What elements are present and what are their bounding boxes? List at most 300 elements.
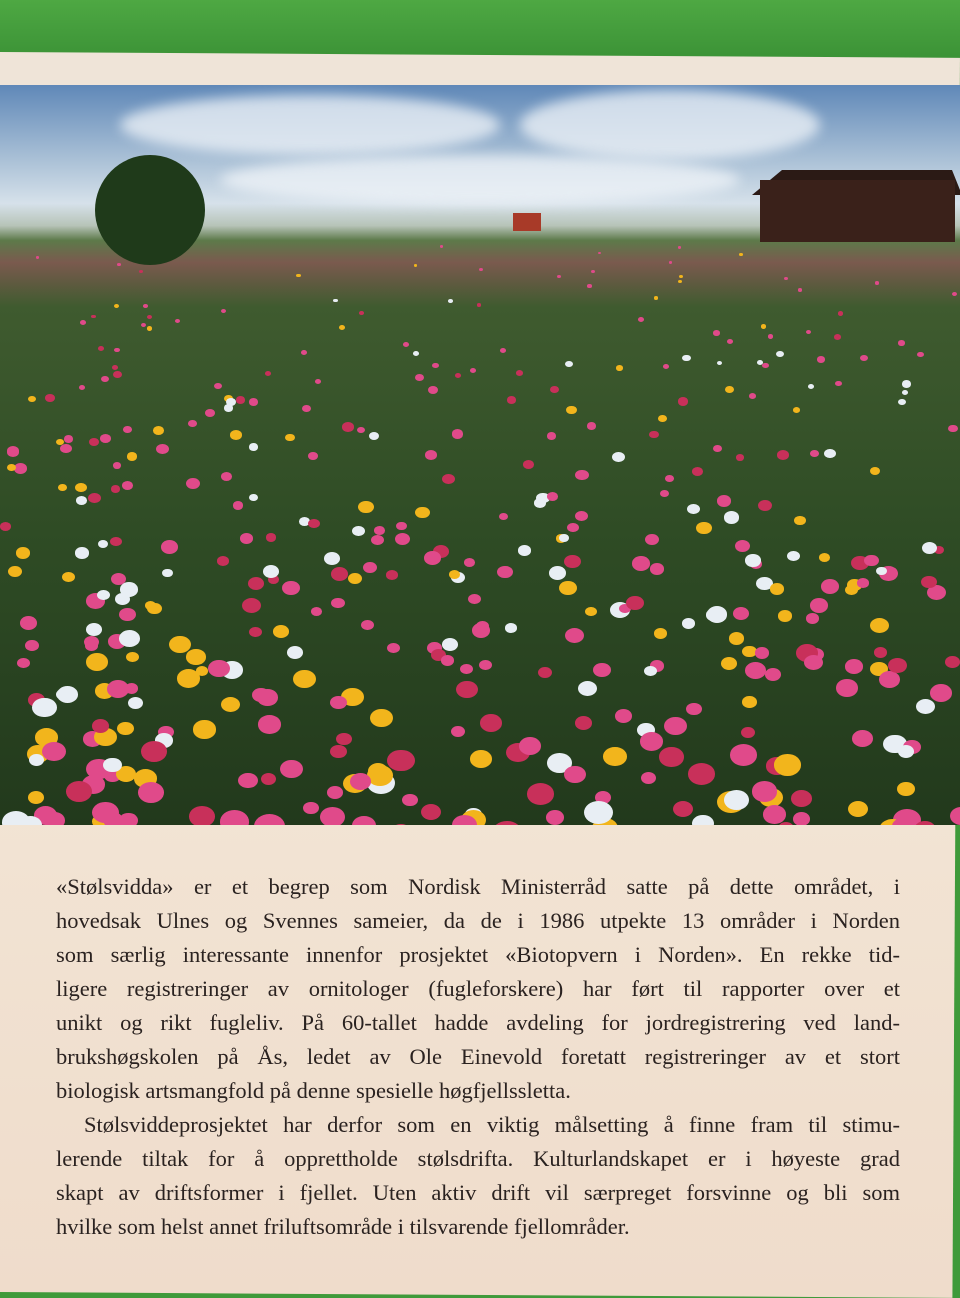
flower: [730, 744, 757, 766]
flower: [126, 652, 139, 663]
flower: [371, 535, 384, 545]
paragraph-2: [56, 1108, 900, 1244]
flower: [848, 801, 868, 817]
flower: [879, 671, 900, 688]
flower: [678, 246, 681, 248]
flower: [557, 275, 561, 278]
flower: [161, 540, 178, 554]
flower: [834, 334, 841, 340]
flower: [565, 361, 573, 367]
flower: [114, 348, 120, 353]
flower: [519, 737, 541, 755]
flower: [768, 334, 774, 338]
flower: [770, 583, 784, 594]
flower: [499, 513, 509, 521]
flower: [80, 320, 86, 325]
flower: [460, 664, 472, 674]
flower: [500, 348, 507, 353]
flower: [308, 519, 320, 528]
flower: [432, 363, 438, 368]
flower: [686, 703, 701, 715]
green-felt-background: [0, 0, 960, 60]
flower: [75, 547, 89, 558]
flower: [479, 660, 492, 671]
flower: [29, 754, 44, 766]
flower: [8, 566, 22, 577]
flower: [749, 393, 756, 399]
flower: [564, 555, 581, 569]
flower: [424, 551, 441, 565]
flower: [141, 323, 146, 327]
flower: [92, 719, 109, 733]
flower: [587, 284, 591, 288]
flower: [547, 492, 558, 501]
flower: [44, 812, 65, 825]
flower: [713, 330, 720, 335]
flower: [876, 567, 887, 576]
flower: [287, 646, 303, 659]
flower: [916, 699, 935, 714]
flower: [186, 478, 200, 489]
flower: [395, 533, 410, 545]
flower: [2, 811, 31, 825]
cloud: [520, 90, 820, 160]
flower: [564, 766, 585, 783]
flower: [817, 356, 825, 362]
flower: [810, 450, 819, 457]
flower: [505, 623, 517, 632]
flower: [128, 697, 143, 709]
flower: [836, 679, 858, 696]
flower: [952, 292, 957, 296]
flower: [162, 569, 172, 577]
flower: [56, 689, 70, 700]
flower: [103, 758, 121, 773]
flower: [230, 430, 242, 440]
flower: [626, 596, 644, 610]
flower: [391, 824, 410, 825]
flower: [778, 610, 792, 621]
flower: [280, 760, 302, 778]
flower: [374, 526, 385, 535]
flower: [874, 647, 888, 658]
flower: [448, 299, 453, 303]
flower: [62, 572, 75, 582]
flower: [492, 821, 522, 825]
text-line: biologisk artsmangfold på denne spesielle høgfjellssletta.: [56, 1078, 571, 1103]
flower: [117, 722, 134, 736]
flower: [189, 806, 215, 825]
text-line: ligere registreringer av ornitologer (fugleforskere) har ført til rapporter over et: [56, 976, 900, 1001]
flower: [793, 407, 800, 413]
flower: [456, 681, 478, 698]
flower: [415, 374, 424, 381]
flower: [0, 522, 11, 531]
flower: [413, 351, 419, 356]
flower: [755, 647, 770, 659]
flower: [640, 732, 663, 751]
flower: [369, 432, 379, 440]
flower: [742, 696, 756, 708]
flower: [58, 484, 67, 491]
flower: [120, 582, 138, 596]
flower: [575, 716, 592, 730]
flower: [824, 449, 836, 458]
flower: [682, 618, 695, 629]
dark-cabin: [760, 180, 955, 242]
flower: [249, 627, 262, 637]
flower: [806, 613, 819, 623]
text-line: «Stølsvidda» er et begrep som Nordisk Ministerråd satte på dette området, i: [56, 874, 900, 899]
flower: [98, 346, 104, 351]
flower: [28, 396, 36, 402]
flower: [66, 781, 93, 802]
flower: [787, 551, 800, 562]
text-line: lerende tiltak for å opprettholde stølsdrifta. Kulturlandskapet er i høyeste grad: [56, 1146, 900, 1171]
flower: [266, 533, 276, 541]
flower: [793, 812, 810, 825]
flower: [16, 547, 30, 558]
flower: [659, 747, 683, 766]
flower: [948, 425, 957, 433]
flower: [139, 270, 143, 273]
flower: [324, 552, 340, 565]
flower: [311, 607, 322, 616]
flower: [649, 431, 659, 439]
flower: [261, 773, 276, 785]
flower: [330, 745, 347, 758]
flower: [736, 454, 744, 460]
flower: [315, 379, 322, 384]
flower: [559, 534, 569, 542]
flower: [717, 361, 723, 366]
flower: [791, 790, 812, 807]
flower: [442, 638, 458, 651]
flower: [248, 577, 264, 590]
flower: [221, 309, 226, 313]
flower: [567, 523, 578, 532]
flower: [733, 607, 749, 620]
flower: [663, 364, 669, 369]
flower: [497, 566, 513, 579]
flower: [724, 790, 749, 810]
flower: [252, 688, 270, 702]
flower: [302, 405, 311, 412]
flower: [402, 794, 417, 806]
flower: [331, 567, 348, 581]
flower: [147, 326, 153, 330]
flower: [361, 620, 374, 630]
flower: [724, 511, 740, 523]
flower: [156, 444, 168, 454]
cloud: [220, 155, 740, 205]
flower: [645, 534, 659, 545]
flower: [265, 371, 271, 376]
flower: [240, 533, 254, 544]
flower: [79, 385, 85, 390]
flower: [870, 618, 889, 633]
flower: [735, 540, 750, 552]
flower: [468, 594, 481, 605]
flower: [593, 663, 611, 677]
flower: [762, 363, 769, 368]
flower: [414, 264, 417, 267]
flower: [806, 330, 811, 334]
flower: [110, 537, 122, 547]
flower: [143, 304, 148, 308]
cloud: [120, 95, 500, 155]
flower: [838, 311, 844, 315]
flower: [864, 555, 879, 567]
flower: [75, 483, 87, 492]
flower: [32, 698, 56, 718]
flower: [575, 470, 589, 481]
flower: [664, 717, 687, 735]
flower: [794, 516, 805, 525]
flower: [777, 450, 789, 460]
flower: [455, 373, 461, 378]
flower: [363, 562, 377, 573]
flower: [86, 653, 108, 671]
flower: [470, 368, 476, 373]
flower: [688, 763, 715, 785]
flower: [76, 496, 87, 505]
wildflower-meadow-photo: [0, 85, 960, 825]
flower: [902, 390, 908, 395]
flower: [111, 485, 121, 493]
flower: [921, 576, 937, 588]
flower: [758, 500, 772, 511]
flower: [523, 460, 534, 469]
flower: [7, 464, 16, 471]
flower: [367, 765, 393, 786]
flower: [860, 355, 868, 361]
flower: [477, 303, 482, 307]
flower: [282, 581, 299, 595]
flower: [85, 640, 98, 650]
flower: [403, 342, 409, 347]
flower: [898, 340, 904, 345]
flower: [119, 630, 140, 647]
flower: [538, 667, 552, 678]
flower: [101, 376, 109, 382]
flower: [692, 815, 713, 825]
flower: [810, 598, 829, 613]
flower: [765, 668, 781, 681]
flower: [638, 317, 644, 322]
flower: [566, 406, 577, 415]
flower: [17, 658, 29, 668]
flower: [945, 656, 960, 668]
flower: [464, 558, 475, 567]
flower: [679, 275, 683, 278]
flower: [852, 730, 873, 747]
flower: [547, 432, 557, 440]
flower: [761, 324, 766, 328]
flower: [320, 807, 345, 825]
flower: [330, 696, 347, 709]
flower: [870, 467, 880, 475]
text-line: som særlig interessante innenfor prosjektet «Biotopvern i Norden». En rekke tid-: [56, 942, 900, 967]
flower: [233, 501, 243, 509]
flower: [660, 490, 669, 497]
flower: [721, 657, 738, 670]
flower: [739, 253, 742, 256]
flower: [451, 726, 465, 737]
flower: [757, 360, 763, 365]
flower: [713, 445, 722, 452]
flower: [89, 438, 99, 446]
flower: [303, 802, 319, 814]
flower: [103, 812, 123, 825]
flower: [898, 399, 906, 405]
flower: [177, 669, 200, 687]
flower: [665, 475, 674, 482]
flower: [745, 662, 766, 679]
flower: [425, 450, 438, 460]
flower: [224, 404, 234, 412]
flower: [875, 281, 879, 284]
flower: [565, 628, 584, 643]
flower: [86, 623, 102, 636]
flower: [559, 581, 576, 595]
flower: [123, 426, 132, 433]
flower: [254, 814, 285, 825]
flower: [107, 680, 129, 698]
flower: [296, 274, 300, 277]
red-barn: [513, 213, 541, 231]
flower: [60, 444, 71, 453]
flower: [339, 325, 346, 330]
flower: [615, 709, 633, 723]
flower: [64, 435, 74, 443]
flower: [147, 315, 152, 319]
flower: [7, 446, 20, 456]
flower: [249, 398, 258, 405]
flower: [669, 261, 673, 264]
flower: [591, 270, 595, 273]
flower: [113, 462, 122, 469]
flower: [950, 807, 960, 825]
flower: [386, 570, 398, 580]
flower: [888, 658, 907, 673]
flower: [249, 443, 258, 450]
flower: [348, 573, 362, 584]
flower: [808, 384, 814, 389]
flower: [654, 628, 667, 638]
flower: [221, 472, 232, 481]
flower: [658, 415, 667, 422]
flower: [902, 380, 911, 388]
flower: [845, 659, 863, 673]
flower: [612, 452, 625, 462]
flower: [220, 810, 249, 825]
flower: [706, 609, 721, 621]
text-line: brukshøgskolen på Ås, ledet av Ole Einevold foretatt registreringer av et stort: [56, 1044, 900, 1069]
flower: [428, 386, 438, 394]
flower: [480, 714, 502, 732]
flower: [193, 720, 216, 738]
flower: [476, 621, 489, 631]
flower: [729, 632, 745, 645]
flower: [644, 666, 657, 677]
flower: [45, 394, 55, 402]
flower: [249, 494, 258, 501]
flower: [763, 805, 786, 823]
flower: [91, 315, 96, 319]
flower: [819, 553, 830, 562]
flower: [221, 697, 240, 712]
flower: [100, 434, 111, 443]
flower: [175, 319, 180, 323]
flower: [301, 350, 307, 355]
paragraph-1: [56, 870, 900, 1108]
flower: [293, 670, 316, 689]
flower: [725, 386, 734, 393]
flower: [242, 598, 261, 613]
flower: [549, 566, 566, 580]
flower: [585, 607, 597, 617]
text-line: skapt av driftsformer i fjellet. Uten aktiv drift vil særpreget forsvinne og bli som: [56, 1180, 900, 1205]
flower: [421, 804, 441, 820]
flower: [616, 365, 623, 370]
flower: [396, 522, 407, 531]
flower: [650, 563, 665, 575]
flower: [546, 810, 564, 824]
flower: [358, 501, 373, 513]
flower: [654, 296, 659, 300]
flower: [632, 556, 650, 570]
flower: [258, 715, 281, 733]
flower: [784, 277, 788, 280]
flower: [682, 355, 690, 362]
text-line: hovedsak Ulnes og Svennes sameier, da de i 1986 utpekte 13 områder i Norden: [56, 908, 900, 933]
flower: [575, 511, 588, 521]
flower: [897, 782, 915, 796]
flower: [20, 616, 37, 630]
flower: [678, 397, 688, 405]
flower: [387, 643, 400, 653]
flower: [449, 570, 460, 579]
flower: [922, 542, 937, 554]
flower: [516, 370, 524, 376]
flower: [741, 727, 755, 738]
flower: [774, 754, 801, 775]
flower: [717, 495, 732, 507]
flower: [479, 268, 483, 271]
flower: [214, 383, 222, 389]
flower: [673, 801, 693, 817]
flower: [518, 545, 531, 555]
flower: [917, 352, 924, 357]
flower: [308, 452, 318, 460]
flower: [153, 426, 164, 435]
flower: [857, 578, 869, 587]
text-line: Stølsviddeprosjektet har derfor som en viktig målsetting å finne fram til stimu-: [84, 1112, 900, 1137]
flower: [752, 781, 777, 801]
text-line: unikt og rikt fugleliv. På 60-tallet hadde avdeling for jordregistrering ved land-: [56, 1010, 900, 1035]
flower: [42, 742, 67, 762]
flower: [370, 709, 392, 727]
flower: [507, 396, 517, 404]
flower: [930, 684, 953, 702]
flower: [898, 745, 914, 758]
flower: [359, 311, 364, 315]
flower: [798, 288, 802, 291]
flower: [598, 252, 601, 255]
flower: [587, 422, 597, 430]
flower: [113, 371, 122, 378]
